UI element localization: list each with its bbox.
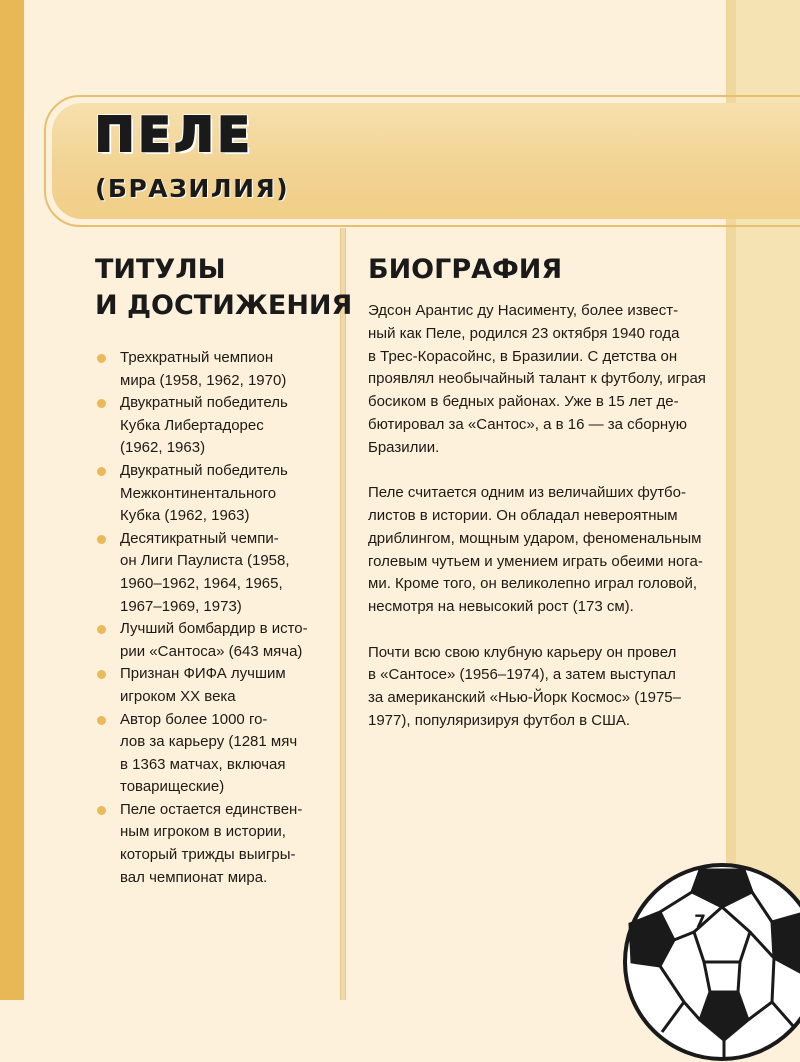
soccer-ball-icon	[622, 862, 800, 1062]
achievement-line: Двукратный победитель	[120, 394, 288, 412]
achievement-line: рии «Сантоса» (643 мяча)	[120, 642, 303, 660]
biography-line: в «Сантосе» (1956–1974), а затем выступал	[368, 666, 676, 684]
achievement-line: Кубка (1962, 1963)	[120, 507, 250, 525]
biography-paragraph	[368, 482, 708, 619]
achievement-line: товарищеские)	[120, 778, 225, 796]
achievement-line: который трижды выигры-	[120, 846, 296, 864]
achievements-list	[96, 347, 321, 889]
bullet-icon	[97, 399, 106, 408]
column-divider	[340, 228, 346, 1000]
achievement-line: игроком XX века	[120, 687, 236, 705]
achievements-heading-line: И ДОСТИЖЕНИЯ	[95, 290, 353, 321]
achievement-line: Автор более 1000 го-	[120, 710, 268, 728]
page-number: 7	[694, 912, 706, 932]
page-subtitle-country: (БРАЗИЛИЯ)	[95, 174, 290, 203]
left-accent-stripe	[0, 0, 24, 1000]
achievement-item	[96, 663, 321, 708]
biography-heading: БИОГРАФИЯ	[368, 254, 563, 285]
biography-paragraph	[368, 300, 708, 460]
achievement-line: 1967–1969, 1973)	[120, 597, 242, 615]
achievement-item	[96, 799, 321, 889]
page-title: ПЕЛЕ	[95, 108, 254, 163]
biography-line: в Трес-Корасойнс, в Бразилии. С детства он	[368, 347, 678, 365]
achievement-line: Десятикратный чемпи-	[120, 529, 279, 547]
bullet-icon	[97, 806, 106, 815]
biography-line: голевым чутьем и умением играть обеими нога-	[368, 552, 703, 570]
biography-text	[368, 300, 708, 755]
achievement-line: Пеле остается единствен-	[120, 800, 303, 818]
achievement-line: Трехкратный чемпион	[120, 349, 274, 366]
achievement-line: Лучший бомбардир в исто-	[120, 620, 308, 638]
achievement-line: ным игроком в истории,	[120, 823, 286, 841]
achievement-item	[96, 347, 321, 392]
biography-line: босиком в бедных районах. Уже в 15 лет де-	[368, 393, 679, 411]
biography-line: за американский «Нью-Йорк Космос» (1975–	[368, 689, 681, 707]
achievements-heading-line: ТИТУЛЫ	[95, 254, 226, 285]
biography-line: Бразилии.	[368, 438, 440, 456]
achievement-line: 1960–1962, 1964, 1965,	[120, 574, 283, 592]
biography-line: ный как Пеле, родился 23 октября 1940 года	[368, 324, 680, 342]
biography-line: Почти всю свою клубную карьеру он провел	[368, 643, 677, 661]
achievement-line: в 1363 матчах, включая	[120, 755, 286, 773]
bullet-icon	[97, 467, 106, 476]
bullet-icon	[97, 625, 106, 634]
achievement-line: (1962, 1963)	[120, 439, 206, 457]
achievement-line: мира (1958, 1962, 1970)	[120, 371, 287, 389]
biography-line: Эдсон Арантис ду Насименту, более извест-	[368, 302, 679, 319]
achievement-line: лов за карьеру (1281 мяч	[120, 733, 298, 751]
achievements-heading	[95, 252, 352, 324]
achievement-item	[96, 618, 321, 663]
achievement-line: Межконтинентального	[120, 484, 277, 502]
biography-paragraph	[368, 642, 708, 733]
biography-line: дриблингом, мощным ударом, феноменальным	[368, 529, 702, 547]
bullet-icon	[97, 535, 106, 544]
achievement-line: Двукратный победитель	[120, 461, 288, 479]
achievement-item	[96, 460, 321, 528]
achievement-item	[96, 528, 321, 618]
achievement-item	[96, 392, 321, 460]
achievement-line: он Лиги Паулиста (1958,	[120, 552, 290, 570]
biography-line: 1977), популяризируя футбол в США.	[368, 711, 631, 729]
biography-line: листов в истории. Он обладал невероятным	[368, 506, 678, 524]
achievement-line: Кубка Либертадорес	[120, 416, 264, 434]
bullet-icon	[97, 716, 106, 725]
biography-line: бютировал за «Сантос», а в 16 — за сборную	[368, 415, 687, 433]
biography-line: несмотря на невысокий рост (173 см).	[368, 598, 634, 616]
biography-line: проявлял необычайный талант к футболу, играя	[368, 370, 706, 388]
achievement-line: Признан ФИФА лучшим	[120, 665, 286, 683]
achievement-line: вал чемпионат мира.	[120, 868, 268, 886]
achievement-item	[96, 709, 321, 799]
biography-line: ми. Кроме того, он великолепно играл головой,	[368, 575, 698, 593]
bullet-icon	[97, 670, 106, 679]
biography-line: Пеле считается одним из величайших футбо-	[368, 484, 686, 502]
bullet-icon	[97, 354, 106, 363]
